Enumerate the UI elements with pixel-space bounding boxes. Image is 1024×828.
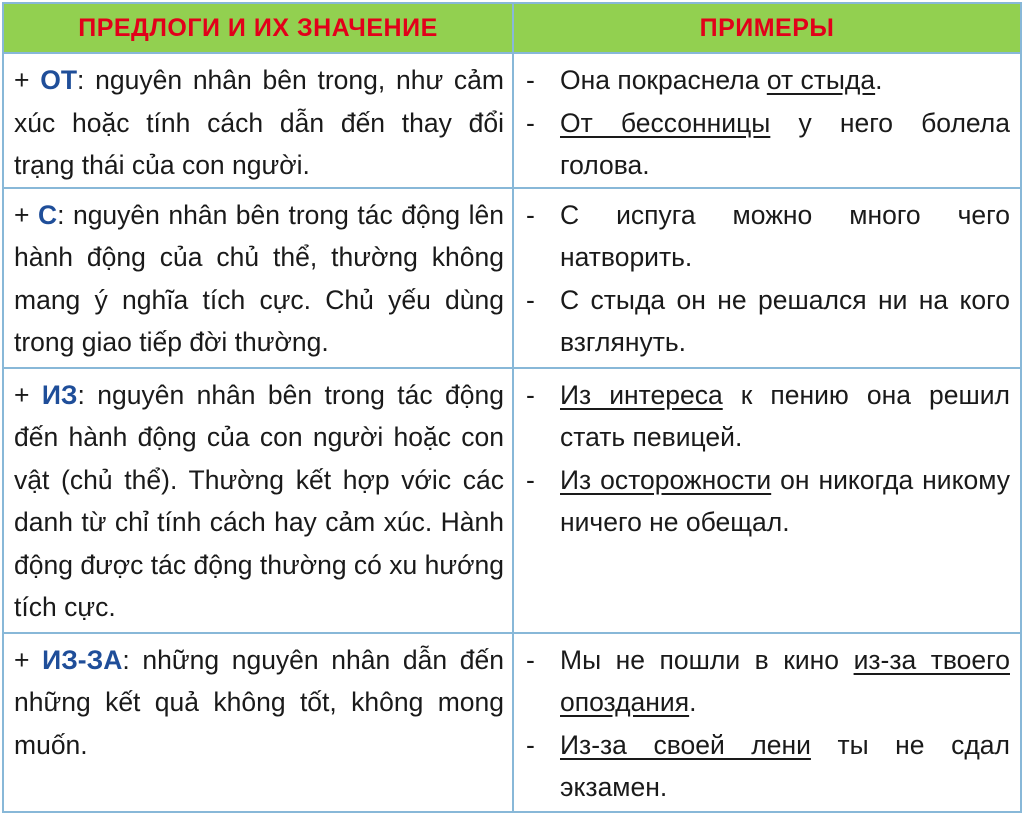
- example-text: он никогда никому ничего не обещал.: [560, 464, 1010, 537]
- dash-bullet: -: [526, 644, 535, 675]
- example-item: [526, 279, 1010, 364]
- example-text: .: [875, 65, 883, 95]
- dash-bullet: -: [526, 199, 535, 230]
- example-text: С испуга можно много чего натворить.: [560, 199, 1010, 272]
- example-text: к пению она решил стать певицей.: [560, 379, 1010, 452]
- plus-sign: +: [14, 379, 42, 410]
- example-underlined: Из осторожности: [560, 464, 772, 495]
- prepositions-table-wrapper: [2, 2, 1020, 824]
- header-prepositions: ПРЕДЛОГИ И ИХ ЗНАЧЕНИЕ: [3, 3, 513, 53]
- dash-bullet: -: [526, 107, 535, 138]
- example-item: [526, 374, 1010, 459]
- example-item: [526, 194, 1010, 279]
- preposition: ИЗ: [41, 379, 78, 410]
- meaning-text: : những nguyên nhân dẫn đến những kết quả không tốt, không mong muốn.: [14, 644, 504, 760]
- preposition: ОТ: [40, 65, 78, 95]
- example-underlined: От бессонницы: [560, 107, 771, 138]
- plus-sign: +: [14, 65, 41, 95]
- meaning-text: : nguyên nhân bên trong, như cảm xúc hoặc tính cách dẫn đến thay đổi trạng thái của con người.: [14, 65, 504, 180]
- dash-bullet: -: [526, 464, 535, 495]
- meaning-cell: [3, 188, 513, 368]
- example-underlined: из-за твоего опоздания: [560, 644, 1010, 717]
- example-item: [526, 724, 1010, 809]
- header-examples: ПРИМЕРЫ: [513, 3, 1021, 53]
- preposition: ИЗ-ЗА: [42, 644, 123, 675]
- example-text: Мы не пошли в кино: [560, 644, 854, 675]
- example-underlined: Из интереса: [560, 379, 723, 410]
- dash-bullet: -: [526, 65, 535, 95]
- example-underlined: Из-за своей лени: [560, 729, 811, 760]
- examples-cell: [513, 633, 1021, 812]
- header-row: [3, 3, 1021, 53]
- example-underlined: от стыда: [766, 65, 876, 95]
- dash-bullet: -: [526, 284, 535, 315]
- plus-sign: +: [14, 644, 43, 675]
- table-row: [3, 368, 1021, 633]
- prepositions-table: [2, 2, 1022, 813]
- table-row: [3, 188, 1021, 368]
- plus-sign: +: [14, 199, 38, 230]
- examples-cell: [513, 188, 1021, 368]
- example-item: [526, 102, 1010, 187]
- table-row: [3, 53, 1021, 188]
- example-text: .: [689, 687, 697, 717]
- examples-cell: [513, 53, 1021, 188]
- dash-bullet: -: [526, 729, 535, 760]
- example-item: [526, 59, 1010, 102]
- meaning-text: : nguyên nhân bên trong tác động đến hành động của con người hoặc con vật (chủ thể). Thường kết hợp vớic các danh từ chỉ tính cách hay cảm xúc. Hành động được tác động thường có xu hướng tích cực.: [14, 379, 504, 622]
- example-item: [526, 459, 1010, 544]
- meaning-cell: [3, 368, 513, 633]
- table-row: [3, 633, 1021, 812]
- dash-bullet: -: [526, 379, 535, 410]
- example-text: у него болела голова.: [560, 107, 1010, 180]
- example-item: [526, 639, 1010, 724]
- example-text: ты не сдал экзамен.: [560, 729, 1010, 802]
- meaning-cell: [3, 53, 513, 188]
- example-text: С стыда он не решался ни на кого взглянуть.: [560, 284, 1010, 357]
- examples-cell: [513, 368, 1021, 633]
- preposition: С: [37, 199, 58, 230]
- meaning-cell: [3, 633, 513, 812]
- example-text: Она покраснела: [560, 65, 767, 95]
- meaning-text: : nguyên nhân bên trong tác động lên hành động của chủ thể, thường không mang ý nghĩa tích cực. Chủ yếu dùng trong giao tiếp đời thường.: [14, 199, 505, 357]
